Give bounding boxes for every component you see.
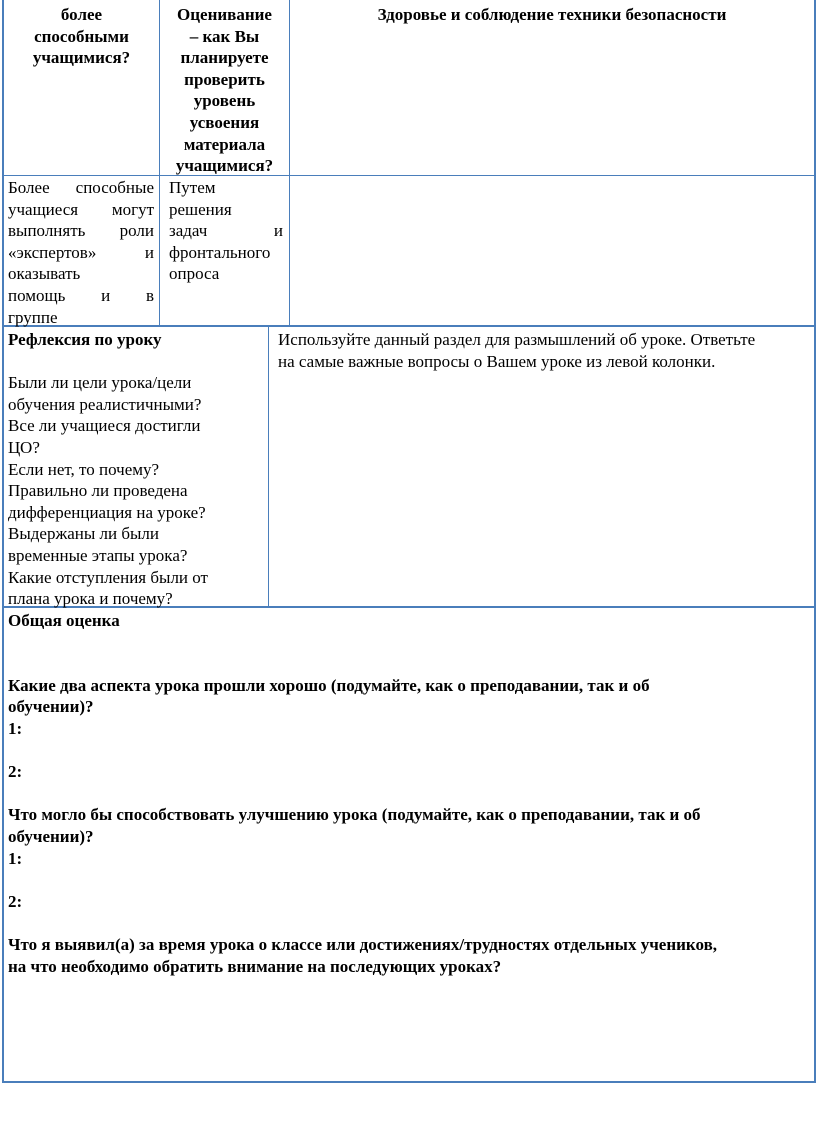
reflection-question-line: плана урока и почему? [8,589,173,609]
overall-q2-line: обучении)? [8,826,94,846]
row2-col1-line: помощь и в [8,285,154,305]
row2-col1-line: учащиеся могут [8,199,154,219]
header-divider-2 [289,0,290,326]
border-bottom [2,1081,816,1083]
overall-q2-line: Что могло бы способствовать улучшению урока (подумайте, как о преподавании, так и об [8,805,701,825]
reflection-instruction-line: на самые важные вопросы о Вашем уроке из левой колонки. [278,351,716,371]
reflection-title: Рефлексия по уроку [8,330,162,349]
header-col2-line: проверить [184,69,265,89]
header-divider-1 [159,0,160,326]
spacer [8,351,266,373]
row2-col2-line: решения [169,199,232,219]
reflection-question-line: ЦО? [8,437,40,457]
row2-col1-line: оказывать [8,264,81,284]
spacer [8,653,808,675]
row2-col1-line: Более способные [8,178,154,197]
spacer [8,740,808,762]
row2-col1-line: «экспертов» и [8,242,154,262]
header-col1-line: более [60,5,103,24]
header-col2-line: планируете [180,48,269,68]
header-col2-line: материала [183,134,266,154]
overall-q2-item: 1: [8,848,23,868]
reflection-question-line: Если нет, то почему? [8,459,160,479]
overall-q3-line: на что необходимо обратить внимание на последующих уроках? [8,956,502,976]
row2-col2-line: фронтального [169,242,271,262]
reflection-instruction-cell [278,329,812,372]
row2-col1-line: выполнять роли [8,221,154,241]
header-col2-line: Оценивание [177,5,272,24]
reflection-question-line: Какие отступления были от [8,567,208,587]
reflection-question-line: Выдержаны ли были [8,524,159,544]
header-col1-line: учащимися? [32,48,131,68]
spacer [8,632,808,654]
row2-cell-assessment-method [169,177,283,285]
overall-q1-line: обучении)? [8,697,94,717]
spacer [8,869,808,891]
spacer [8,783,808,805]
overall-title: Общая оценка [8,611,120,630]
header-cell-stronger-students [10,4,153,69]
overall-q3-line: Что я выявил(а) за время урока о классе или достижениях/трудностях отдельных учеников, [8,934,717,954]
row2-col2-line: задач и [169,221,283,241]
header-col2-line: усвоения [189,112,260,132]
row2-col2-line: Путем [169,178,216,197]
reflection-divider [268,325,269,607]
row2-cell-differentiation [8,177,154,328]
reflection-question-line: Все ли учащиеся достигли [8,416,201,436]
overall-q1-item: 2: [8,762,23,782]
reflection-question-line: дифференциация на уроке? [8,502,206,522]
reflection-question-line: обучения реалистичными? [8,394,202,414]
header-col2-line: уровень [193,91,256,111]
header-col2-line: учащимися? [175,156,274,176]
header-col1-line: способными [34,26,129,46]
row2-col2-line: опроса [169,264,220,284]
row2-col1-line: группе [8,307,58,327]
header-col2-line: – как Вы [189,26,260,46]
border-left [2,0,4,1083]
reflection-question-line: временные этапы урока? [8,545,188,565]
header-cell-safety [290,4,814,26]
reflection-question-line: Правильно ли проведена [8,481,188,501]
overall-q1-item: 1: [8,718,23,738]
reflection-instruction-line: Используйте данный раздел для размышлений об уроке. Ответьте [278,330,756,349]
reflection-questions-cell [8,329,266,610]
header-row-bottom [2,175,816,176]
reflection-question-line: Были ли цели урока/цели [8,373,192,393]
overall-q1-line: Какие два аспекта урока прошли хорошо (подумайте, как о преподавании, так и об [8,675,650,695]
header-cell-assessment [163,4,286,177]
header-safety-title: Здоровье и соблюдение техники безопасности [377,5,727,24]
overall-evaluation-cell [8,610,808,977]
spacer [8,912,808,934]
overall-q2-item: 2: [8,891,23,911]
